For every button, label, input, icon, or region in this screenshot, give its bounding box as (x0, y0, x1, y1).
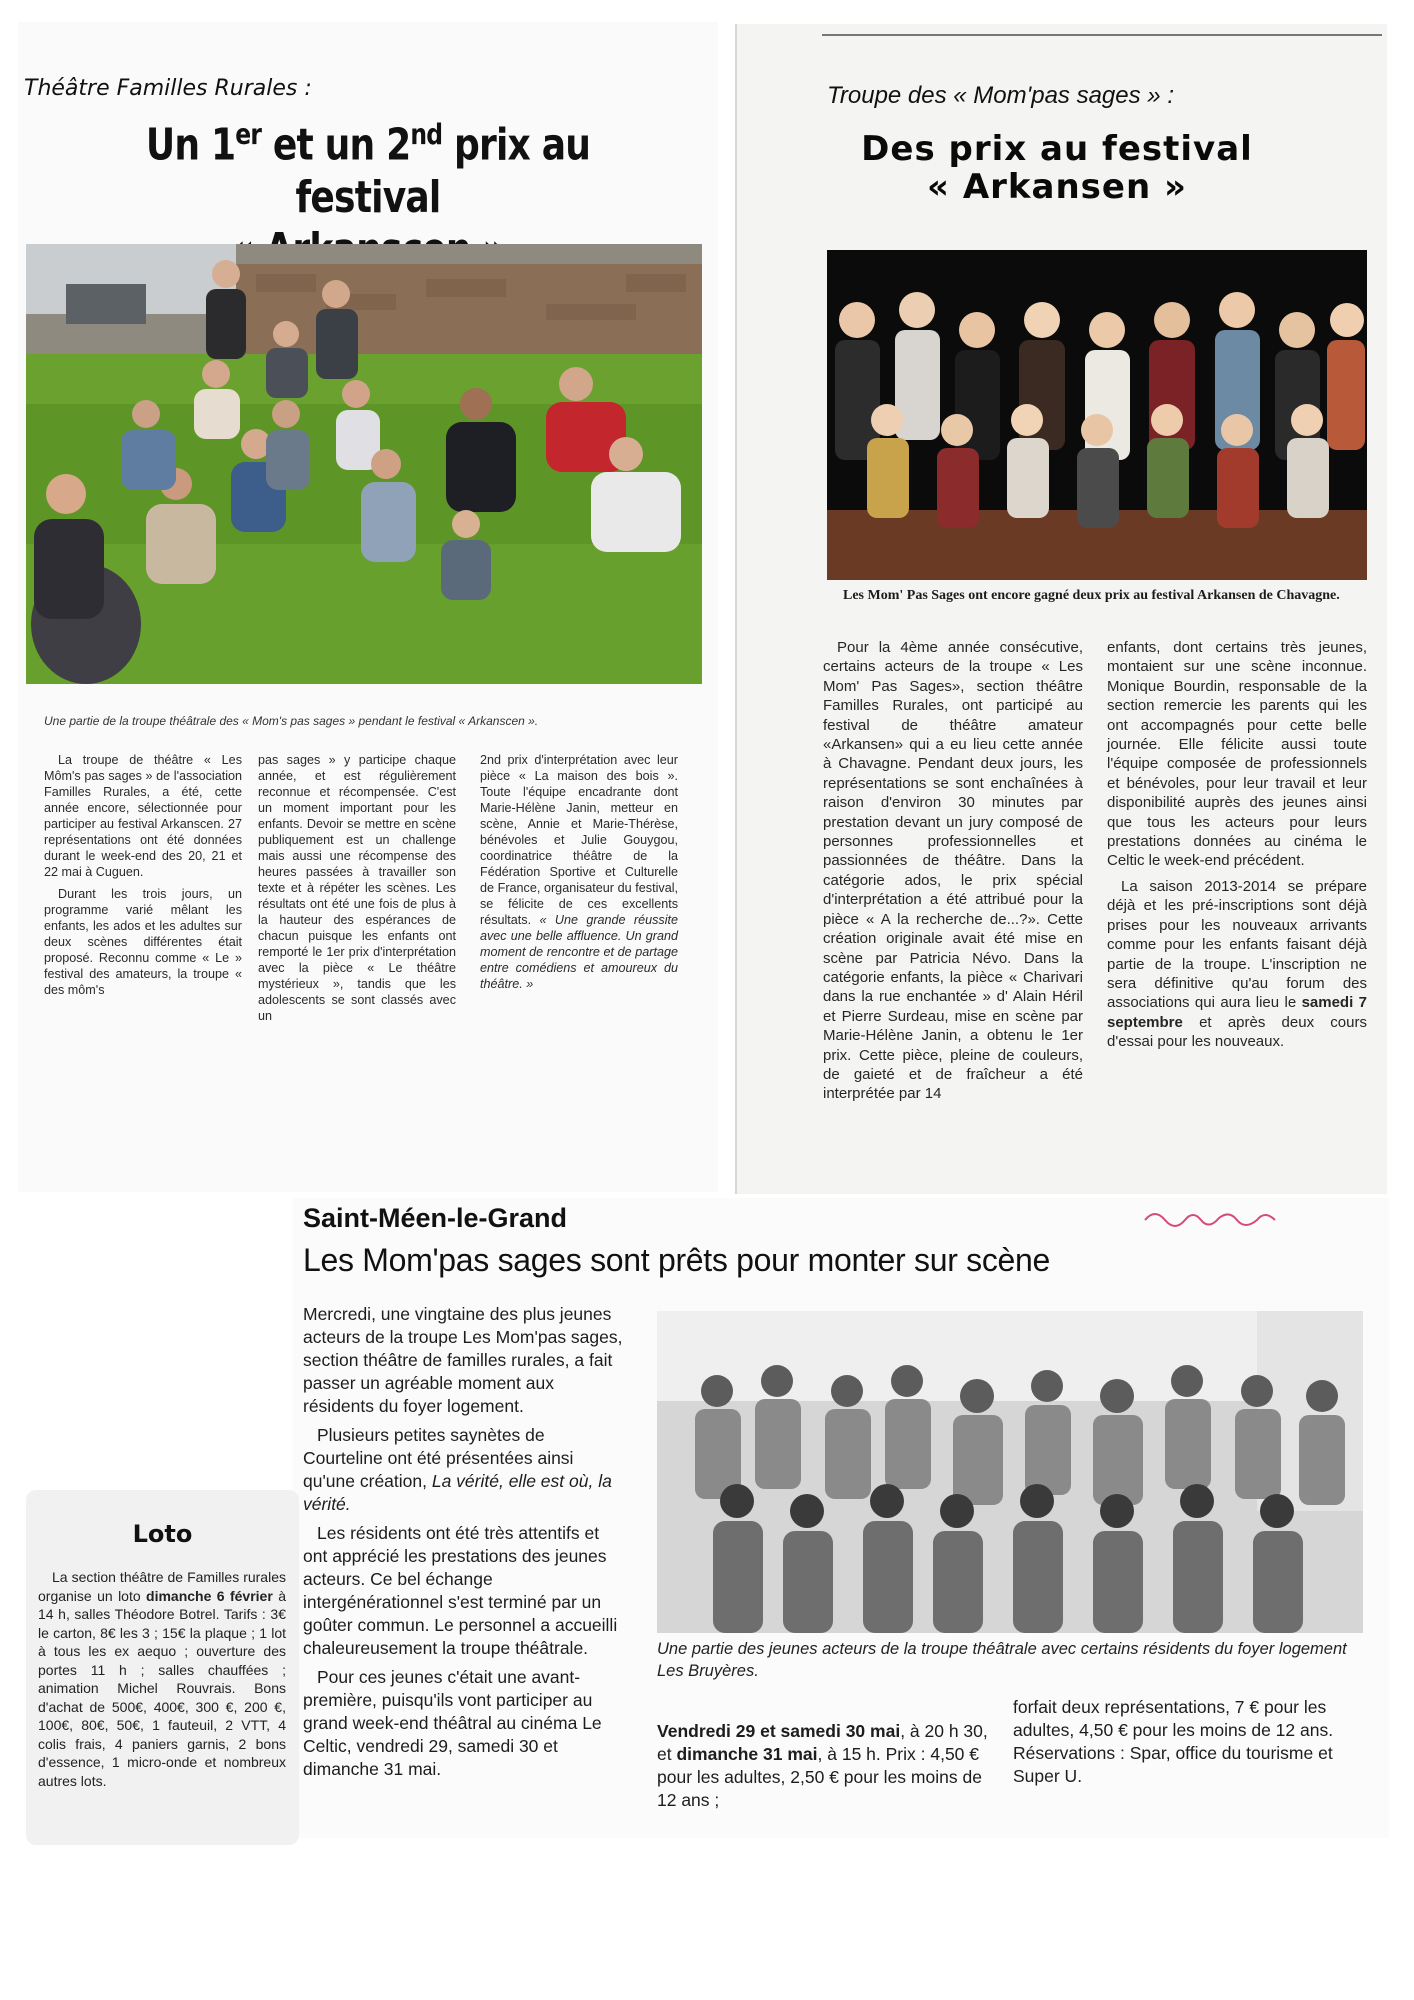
top-rule (822, 34, 1382, 36)
loto-body (38, 1568, 286, 1790)
article3-column-2 (657, 1720, 997, 1812)
article2-kicker: Troupe des « Mom'pas sages » : (827, 82, 1174, 109)
article1-headline-part: et un 2 (261, 119, 411, 171)
article1-column-2 (258, 752, 456, 1030)
article3-text: , à 20 h 30, et (657, 1721, 988, 1764)
loto-paragraph (38, 1568, 286, 1790)
article1-headline-part: prix au festival (295, 119, 591, 223)
article2-paragraph: Pour la 4ème année consécutive, certains acteurs de la troupe « Les Mom' Pas Sages», section théâtre Familles Rurales, ont participé au festival de théâtre amateur «Arkansen» qui a eu lieu cette année à Chavagne. Pendant deux jours, les représentations se sont enchaînées à raison d'environ 30 minutes par prestation devant un jury composé de personnes professionnelles et passionnées de théâtre. Dans la catégorie ados, le prix spécial d'interprétation a été attribué pour la pièce « A la recherche de...?». Cette création originale avait été mise en scène par Patricia Névo. Dans la catégorie enfants, la pièce « Charivari dans la rue enchantée » d' Alain Héril et Pierre Surdeau, mise en scène par Marie-Hélène Janin, a obtenu le 1er prix. Cette pièce, pleine de couleurs, de gaieté et de fraîcheur a été interprétée par 14 (823, 639, 1083, 1103)
loto-notice (26, 1490, 299, 1845)
article3-locality: Saint-Méen-le-Grand (303, 1203, 568, 1233)
article2-caption: Les Mom' Pas Sages ont encore gagné deux prix au festival Arkansen de Chavagne. (843, 588, 1340, 603)
article1-paragraph (480, 752, 678, 992)
loto-text: La section théâtre de Familles rurales organise un loto (38, 1569, 286, 1604)
article3-dates: Vendredi 29 et samedi 30 mai (657, 1721, 901, 1741)
article1-column-1 (44, 752, 242, 1004)
article1-paragraph: La troupe de théâtre « Les Môm's pas sages » de l'association Familles Rurales, a été, cette année encore, sélectionnée pour participer au festival Arkanscen. 27 représentations ont été données durant le week-end des 20, 21 et 22 mai à Cuguen. (44, 753, 242, 879)
article3-headline: Les Mom'pas sages sont prêts pour monter sur scène (303, 1242, 1051, 1278)
article3-residents-photo (657, 1311, 1363, 1633)
article3-column-3: forfait deux représentations, 7 € pour les adultes, 4,50 € pour les moins de 12 ans. Réservations : Spar, office du tourisme et Super U. (1013, 1697, 1334, 1786)
article2-column-1 (823, 638, 1083, 1110)
article2-stage-photo (827, 250, 1367, 580)
article1-headline-sup1: er (235, 117, 262, 151)
article1-group-photo (26, 244, 702, 684)
article-des-prix-arkansen (735, 24, 1387, 1194)
article1-headline-sup2: nd (410, 117, 443, 151)
article1-paragraph: pas sages » y participe chaque année, et est régulièrement reconnue et récompensée. C'est un moment important pour les enfants. Devoir se mettre en scène publiquement est un challenge mais aussi une récompense des heures passées à travailler son texte et à répéter les scènes. Les résultats ont été une fois de plus à la hauteur des espérances de chacun puisque les enfants ont remporté le 1er prix d'interprétation avec la pièce « Le théâtre mystérieux », tandis que les adolescents se sont classés avec un (258, 753, 456, 1023)
article1-kicker: Théâtre Familles Rurales : (24, 76, 312, 101)
article3-column-1 (303, 1303, 623, 1787)
article3-paragraph (303, 1424, 623, 1516)
article3-paragraph: Pour ces jeunes c'était une avant-première, puisqu'ils vont participer au grand week-end théâtral au cinéma Le Celtic, vendredi 29, samedi 30 et dimanche 31 mai. (303, 1667, 602, 1779)
article2-headline (797, 130, 1317, 206)
article1-caption: Une partie de la troupe théâtrale des « Mom's pas sages » pendant le festival « Arkanscen ». (44, 714, 539, 728)
article2-column-2 (1107, 638, 1367, 1058)
article3-caption: Une partie des jeunes acteurs de la troupe théâtrale avec certains résidents du foyer logement Les Bruyères. (657, 1640, 1347, 1680)
article2-text: La saison 2013-2014 se prépare déjà et les pré-inscriptions sont déjà prises pour les nouveaux arrivants comme pour les enfants faisant déjà partie de la troupe. L'inscription ne sera définitive qu'au forum des associations qui aura lieu le (1107, 877, 1367, 1012)
article1-column-3 (480, 752, 678, 998)
article1-headline-part: Un 1 (145, 119, 236, 171)
article1-paragraph: Durant les trois jours, un programme varié mêlant les enfants, les ados et les adultes sur deux scènes différentes était proposé. Reconnu comme « Le » festival des amateurs, la troupe « des môm's (44, 887, 242, 997)
article2-date: samedi 7 septembre (1107, 994, 1367, 1031)
article1-text: 2nd prix d'interprétation avec leur pièce « La maison des bois ». Toute l'équipe encadrante dont Marie-Hélène Janin, metteur en scène, Annie et Marie-Thérèse, bénévoles et Julie Gouygou, coordinatrice théâtre de la Fédération Sportive et Culturelle de France, organisateur du festival, se félicite de ces excellents résultats. (480, 753, 678, 927)
article3-paragraph: Mercredi, une vingtaine des plus jeunes acteurs de la troupe Les Mom'pas sages, section théâtre de familles rurales, a fait passer un agréable moment aux résidents du foyer logement. (303, 1304, 623, 1416)
loto-date: dimanche 6 février (146, 1587, 273, 1604)
article3-text: Plusieurs petites saynètes de Courteline ont été présentées ainsi qu'une création, (303, 1425, 574, 1491)
article2-paragraph (1107, 877, 1367, 1052)
article1-quote: « Une grande réussite avec une belle affluence. Un grand moment de rencontre et de partage entre comédiens et amoureux du théâtre. » (480, 913, 678, 991)
article2-paragraph: enfants, dont certains très jeunes, montaient sur une scène inconnue. Monique Bourdin, responsable de la section remercie les parents qui les ont accompagnés pour cette belle journée. Elle félicite aussi toute l'équipe composée de professionnels et bénévoles, pour leur travail et leur disponibilité auprès des jeunes ainsi que tous les acteurs pour leurs prestations données au cinéma le Celtic le week-end précédent. (1107, 639, 1367, 870)
article3-play-title: La vérité, elle est où, la vérité. (303, 1471, 612, 1514)
article3-text: , à 15 h. Prix : 4,50 € pour les adultes, 2,50 € pour les moins de 12 ans ; (657, 1744, 982, 1810)
article2-headline-line1: Des prix au festival (861, 129, 1253, 169)
article2-text: et après deux cours d'essai pour les nouveaux. (1107, 1013, 1367, 1051)
article3-date: dimanche 31 mai (676, 1744, 818, 1764)
handwritten-date-scribble (1140, 1200, 1340, 1230)
loto-text: à 14 h, salles Théodore Botrel. Tarifs : 3€ le carton, 8€ les 3 ; 15€ la plaque ; 1 lot à tous les ex aequo ; ouverture des portes 11 h ; salles chauffées ; animation Michel Rouvrais. Bons d'achat de 500€, 400€, 300 €, 200 €, 100€, 80€, 50€, 1 fauteuil, 2 VTT, 4 colis frais, 4 paniers garnis, 2 bons d'essence, 1 micro-onde et nombreux autres lots. (38, 1587, 286, 1789)
loto-title: Loto (132, 1520, 193, 1548)
article-theatre-familles-rurales (18, 22, 718, 1192)
article-saint-meen-le-grand (293, 1198, 1389, 1838)
article3-paragraph: Les résidents ont été très attentifs et ont apprécié les prestations des jeunes acteurs. Ce bel échange intergénérationnel s'est terminé par un goûter commun. Le personnel a accueilli chaleureusement la troupe théâtrale. (303, 1523, 618, 1658)
article2-headline-line2: « Arkansen » (927, 167, 1187, 207)
